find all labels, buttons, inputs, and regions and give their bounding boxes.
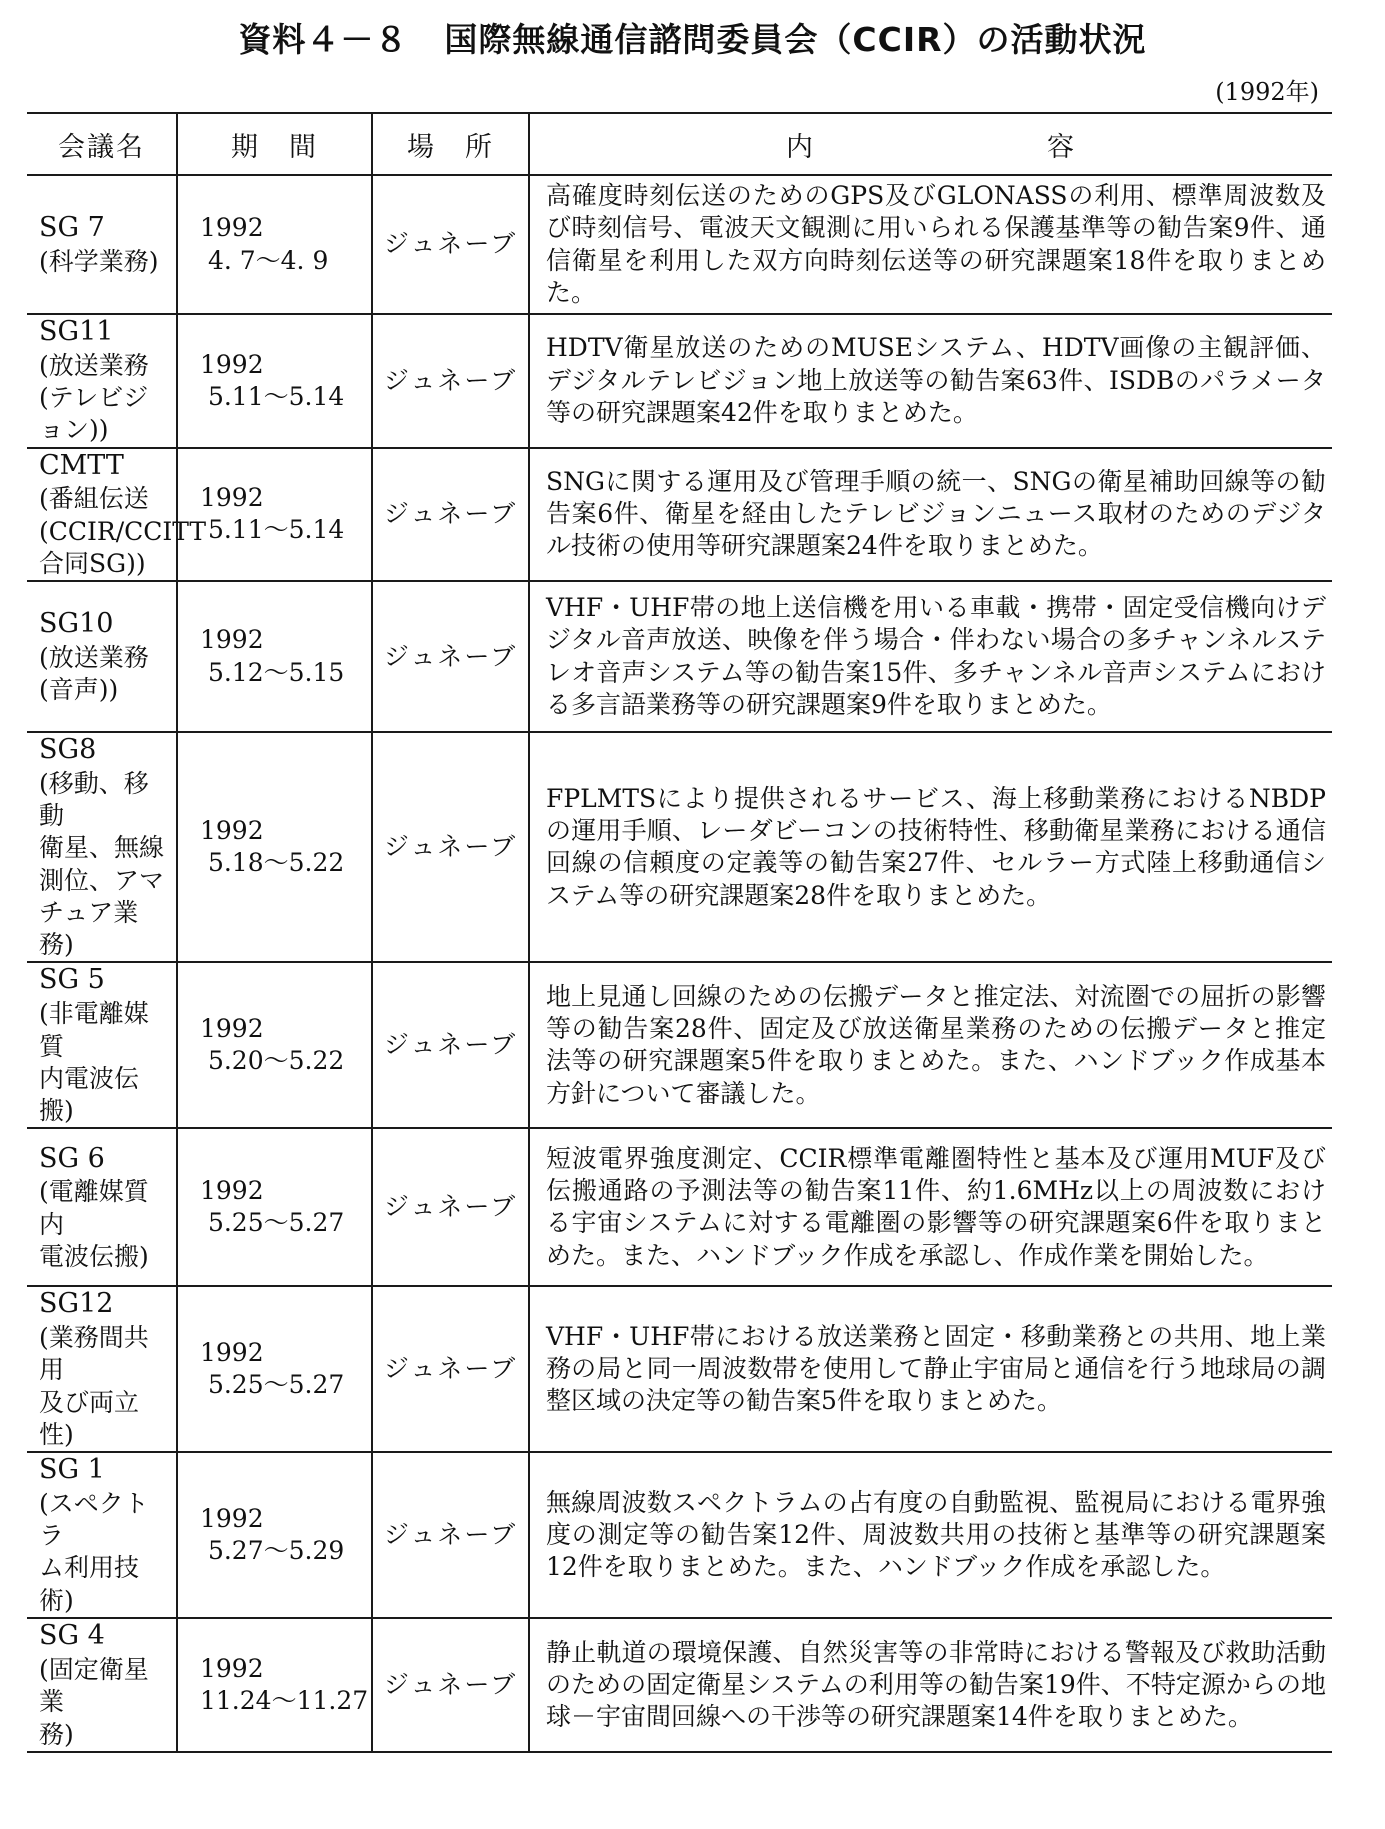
period-cell: 1992 5.20～5.22 bbox=[177, 962, 372, 1128]
meeting-description-line: (CCIR/CCITT bbox=[39, 516, 207, 546]
meeting-code: SG 7 bbox=[39, 211, 105, 243]
content-cell: 高確度時刻伝送のためのGPS及びGLONASSの利用、標準周波数及び時刻信号、電波天文観測に用いられる保護基準等の勧告案9件、通信衛星を利用した双方向時刻伝送等の研究課題案18件を取りまとめた。 bbox=[529, 175, 1332, 314]
meeting-code: SG 1 bbox=[39, 1454, 105, 1486]
table-row bbox=[27, 448, 1332, 582]
place-cell: ジュネーブ bbox=[372, 1286, 529, 1452]
meeting-description-line: (科学業務) bbox=[39, 246, 159, 276]
meeting-description-line: (移動、移動 bbox=[39, 768, 149, 831]
title-text: 国際無線通信諮問委員会（CCIR）の活動状況 bbox=[444, 20, 1147, 59]
meeting-name-cell bbox=[27, 1618, 177, 1752]
place-cell: ジュネーブ bbox=[372, 581, 529, 732]
place-cell: ジュネーブ bbox=[372, 732, 529, 962]
meeting-description-line: 務) bbox=[39, 1719, 74, 1749]
meeting-description-line: 測位、アマ bbox=[39, 865, 165, 895]
meeting-description-line: 合同SG)) bbox=[39, 548, 146, 578]
meeting-description-line: 及び両立性) bbox=[39, 1387, 140, 1449]
place-cell: ジュネーブ bbox=[372, 1618, 529, 1752]
table-row bbox=[27, 175, 1332, 314]
period-cell: 1992 5.18～5.22 bbox=[177, 732, 372, 962]
table-body bbox=[27, 175, 1332, 1752]
table-row bbox=[27, 1128, 1332, 1286]
meeting-name-cell bbox=[27, 314, 177, 448]
title-label: 資料４－８ bbox=[238, 20, 409, 59]
meeting-name-cell bbox=[27, 448, 207, 582]
meeting-description-line: 内電波伝搬) bbox=[39, 1063, 140, 1126]
place-cell: ジュネーブ bbox=[372, 1452, 529, 1618]
period-cell: 1992 5.11～5.14 bbox=[177, 448, 372, 582]
period-cell: 1992 5.25～5.27 bbox=[177, 1128, 372, 1286]
meeting-name-cell bbox=[27, 581, 177, 732]
meeting-description-line: 衛星、無線 bbox=[39, 833, 165, 863]
place-cell: ジュネーブ bbox=[372, 175, 529, 314]
meeting-code: SG 4 bbox=[39, 1620, 105, 1652]
meeting-description-line: 電波伝搬) bbox=[39, 1241, 149, 1271]
header-place: 場 所 bbox=[372, 113, 529, 175]
content-cell: FPLMTSにより提供されるサービス、海上移動業務におけるNBDPの運用手順、レーダビーコンの技術特性、移動衛星業務における通信回線の信頼度の定義等の勧告案27件、セルラー方式陸上移動通信システム等の研究課題案28件を取りまとめた。 bbox=[529, 732, 1332, 962]
content-cell: SNGに関する運用及び管理手順の統一、SNGの衛星補助回線等の勧告案6件、衛星を経由したテレビジョンニュース取材のためのデジタル技術の使用等研究課題案24件を取りまとめた。 bbox=[529, 448, 1332, 582]
meeting-code: SG10 bbox=[39, 607, 114, 639]
content-cell: 静止軌道の環境保護、自然災害等の非常時における警報及び救助活動のための固定衛星システムの利用等の勧告案19件、不特定源からの地球－宇宙間回線への干渉等の研究課題案14件を取りまとめた。 bbox=[529, 1618, 1332, 1752]
meeting-description-line: チュア業務) bbox=[39, 897, 139, 960]
page-title bbox=[0, 14, 1385, 61]
meeting-code: SG8 bbox=[39, 734, 97, 766]
content-cell: 無線周波数スペクトラムの占有度の自動監視、監視局における電界強度の測定等の勧告案12件、周波数共用の技術と基準等の研究課題案12件を取りまとめた。また、ハンドブック作成を承認した。 bbox=[529, 1452, 1332, 1618]
place-cell: ジュネーブ bbox=[372, 314, 529, 448]
table-row bbox=[27, 1286, 1332, 1452]
meeting-description-line: (放送業務 bbox=[39, 350, 149, 380]
content-cell: 地上見通し回線のための伝搬データと推定法、対流圏での屈折の影響等の勧告案28件、固定及び放送衛星業務のための伝搬データと推定法等の研究課題案5件を取りまとめた。また、ハンドブック作成基本方針について審議した。 bbox=[529, 962, 1332, 1128]
meeting-code: SG 5 bbox=[39, 964, 105, 996]
meeting-description-line: (音声)) bbox=[39, 675, 119, 705]
meeting-code: CMTT bbox=[39, 449, 124, 481]
meeting-code: SG12 bbox=[39, 1288, 114, 1320]
table-row bbox=[27, 1452, 1332, 1618]
place-cell: ジュネーブ bbox=[372, 1128, 529, 1286]
period-cell: 1992 4. 7～4. 9 bbox=[177, 175, 372, 314]
meeting-description-line: (番組伝送 bbox=[39, 484, 149, 514]
meeting-description-line: (非電離媒質 bbox=[39, 999, 149, 1061]
header-content: 内 容 bbox=[529, 113, 1332, 175]
meeting-description-line: (スペクトラ bbox=[39, 1488, 149, 1551]
table-row bbox=[27, 732, 1332, 962]
content-cell: VHF・UHF帯における放送業務と固定・移動業務との共用、地上業務の局と同一周波数帯を使用して静止宇宙局と通信を行う地球局の調整区域の決定等の勧告案5件を取りまとめた。 bbox=[529, 1286, 1332, 1452]
content-cell: VHF・UHF帯の地上送信機を用いる車載・携帯・固定受信機向けデジタル音声放送、映像を伴う場合・伴わない場合の多チャンネルステレオ音声システム等の勧告案15件、多チャンネル音声システムにおける多言語業務等の研究課題案9件を取りまとめた。 bbox=[529, 581, 1332, 732]
meeting-name-cell bbox=[27, 1128, 177, 1286]
meeting-code: SG11 bbox=[39, 316, 114, 347]
year-note: (1992年) bbox=[1215, 78, 1319, 106]
period-cell: 1992 5.27～5.29 bbox=[177, 1452, 372, 1618]
meeting-name-cell bbox=[27, 175, 177, 314]
meeting-description-line: (固定衛星業 bbox=[39, 1655, 149, 1717]
period-cell: 1992 5.12～5.15 bbox=[177, 581, 372, 732]
header-meeting-name: 会議名 bbox=[27, 113, 177, 175]
table-row bbox=[27, 1618, 1332, 1752]
table-row bbox=[27, 314, 1332, 448]
ccir-activity-table bbox=[27, 112, 1332, 1753]
header-period: 期 間 bbox=[177, 113, 372, 175]
meeting-name-cell bbox=[27, 1286, 177, 1452]
period-cell: 1992 11.24～11.27 bbox=[177, 1618, 372, 1752]
meeting-code: SG 6 bbox=[39, 1142, 105, 1174]
table-header-row bbox=[27, 113, 1332, 175]
place-cell: ジュネーブ bbox=[372, 448, 529, 582]
table-row bbox=[27, 962, 1332, 1128]
meeting-name-cell bbox=[27, 962, 177, 1128]
meeting-description-line: (テレビジョン)) bbox=[39, 383, 149, 445]
meeting-description-line: (放送業務 bbox=[39, 642, 149, 672]
meeting-name-cell bbox=[27, 1452, 177, 1618]
content-cell: HDTV衛星放送のためのMUSEシステム、HDTV画像の主観評価、デジタルテレビジョン地上放送等の勧告案63件、ISDBのパラメータ等の研究課題案42件を取りまとめた。 bbox=[529, 314, 1332, 448]
content-cell: 短波電界強度測定、CCIR標準電離圏特性と基本及び運用MUF及び伝搬通路の予測法等の勧告案11件、約1.6MHz以上の周波数における宇宙システムに対する電離圏の影響等の研究課題案6件を取りまとめた。また、ハンドブック作成を承認し、作成作業を開始した。 bbox=[529, 1128, 1332, 1286]
period-cell: 1992 5.11～5.14 bbox=[177, 314, 372, 448]
period-cell: 1992 5.25～5.27 bbox=[177, 1286, 372, 1452]
meeting-description-line: (業務間共用 bbox=[39, 1323, 149, 1385]
place-cell: ジュネーブ bbox=[372, 962, 529, 1128]
meeting-name-cell bbox=[27, 732, 177, 962]
table-row bbox=[27, 581, 1332, 732]
meeting-description-line: (電離媒質内 bbox=[39, 1177, 149, 1239]
meeting-description-line: ム利用技術) bbox=[39, 1553, 140, 1615]
